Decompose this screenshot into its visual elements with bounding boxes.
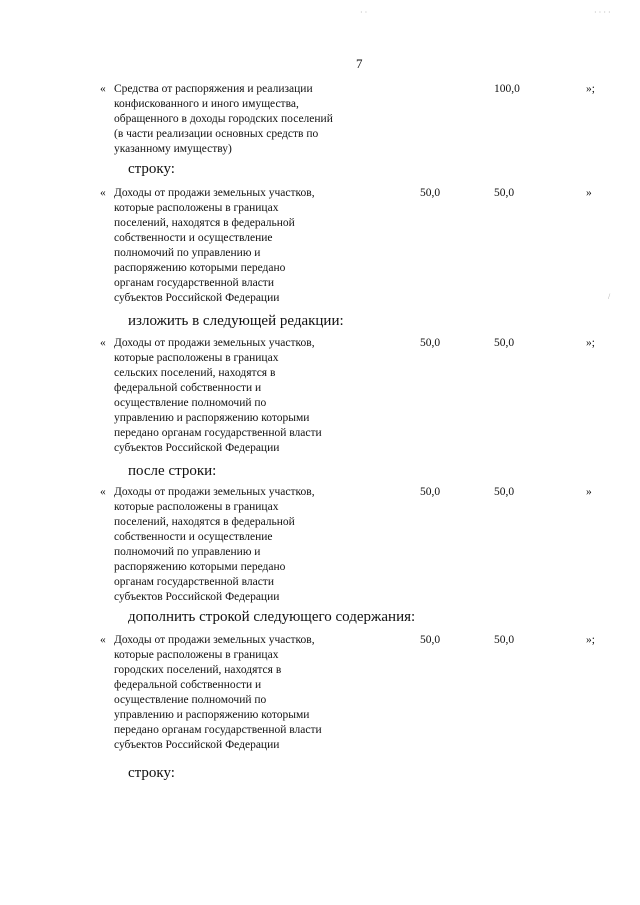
open-quote: « (100, 83, 106, 95)
value-column-2: 50,0 (494, 634, 515, 646)
value-column-1: 50,0 (420, 337, 441, 349)
instruction-text: строку: (128, 161, 175, 177)
instruction-text: после строки: (128, 463, 217, 479)
scan-speck: · · · · (594, 8, 611, 17)
instruction-text: строку: (128, 765, 175, 781)
value-column-1: 50,0 (420, 187, 441, 199)
value-column-1: 50,0 (420, 634, 441, 646)
close-quote: »; (586, 83, 595, 95)
open-quote: « (100, 337, 106, 349)
value-column-2: 100,0 (494, 83, 520, 95)
instruction-text: изложить в следующей редакции: (128, 313, 344, 329)
value-column-2: 50,0 (494, 486, 515, 498)
close-quote: » (586, 486, 592, 498)
scan-speck: · · (360, 8, 368, 17)
row-description: Доходы от продажи земельных участков, которые расположены в границах городских поселений, находятся в федеральной собственности и осуществление полномочий по управлению и распоряжению которыми передано органам государственной власти субъектов Российской Федерации (114, 634, 322, 751)
open-quote: « (100, 486, 106, 498)
value-column-1: 50,0 (420, 486, 441, 498)
instruction-text: дополнить строкой следующего содержания: (128, 609, 416, 625)
row-description: Доходы от продажи земельных участков, которые расположены в границах сельских поселений, находятся в федеральной собственности и осуществление полномочий по управлению и распоряжению которыми передано органам государственной власти субъектов Российской Федерации (114, 337, 322, 454)
open-quote: « (100, 187, 106, 199)
row-description: Средства от распоряжения и реализации конфискованного и иного имущества, обращенного в доходы городских поселений (в части реализации основных средств по указанному имуществу) (114, 83, 333, 155)
open-quote: « (100, 634, 106, 646)
close-quote: »; (586, 337, 595, 349)
close-quote: » (586, 187, 592, 199)
scan-speck: / (608, 292, 611, 301)
row-description: Доходы от продажи земельных участков, которые расположены в границах поселений, находятся в федеральной собственности и осуществление полномочий по управлению и распоряжению которыми передано органам государственной власти субъектов Российской Федерации (114, 187, 315, 304)
page-number: 7 (356, 56, 363, 71)
value-column-2: 50,0 (494, 337, 515, 349)
row-description: Доходы от продажи земельных участков, которые расположены в границах поселений, находятся в федеральной собственности и осуществление полномочий по управлению и распоряжению которыми передано органам государственной власти субъектов Российской Федерации (114, 486, 315, 603)
close-quote: »; (586, 634, 595, 646)
value-column-2: 50,0 (494, 187, 515, 199)
